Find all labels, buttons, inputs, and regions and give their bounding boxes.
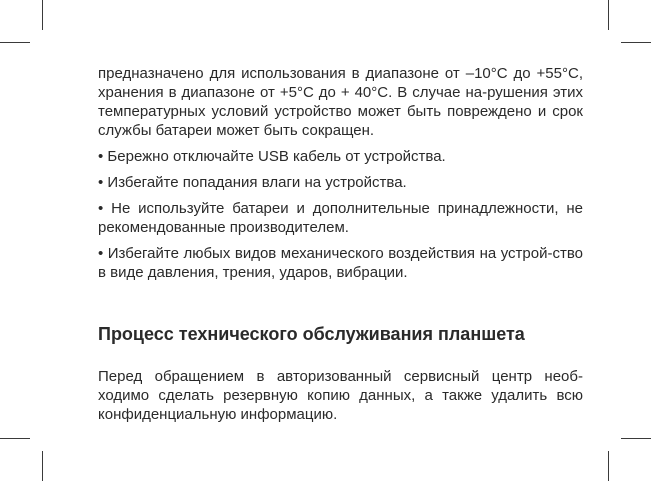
crop-mark-bottom-right-vertical (608, 451, 609, 481)
bullet-moisture: • Избегайте попадания влаги на устройства. (98, 174, 407, 191)
crop-mark-bottom-right-horizontal (621, 438, 651, 439)
crop-mark-bottom-left-vertical (42, 451, 43, 481)
crop-mark-top-right-horizontal (621, 42, 651, 43)
crop-mark-top-left-vertical (42, 0, 43, 30)
crop-mark-top-left-horizontal (0, 42, 30, 43)
intro-paragraph: предназначено для использования в диапазоне от –10°C до +55°C, хранения в диапазоне от +5°C до + 40°C. В случае на-рушения этих температурных условий устройство может быть повреждено и срок службы батареи может быть сокращен. (98, 65, 583, 139)
page-content (98, 64, 583, 424)
bullet-mechanical-impact: • Избегайте любых видов механического воздействия на устрой-ство в виде давления, трения, ударов, вибрации. (98, 245, 583, 281)
crop-mark-top-right-vertical (608, 0, 609, 30)
bullet-usb-cable: • Бережно отключайте USB кабель от устройства. (98, 148, 446, 165)
service-paragraph: Перед обращением в авторизованный сервисный центр необ-ходимо сделать резервную копию данных, а также удалить всю конфиденциальную информацию. (98, 368, 583, 423)
bullet-accessories: • Не используйте батареи и дополнительные принадлежности, не рекомендованные производителем. (98, 200, 583, 236)
section-heading: Процесс технического обслуживания планшета (98, 324, 525, 344)
crop-mark-bottom-left-horizontal (0, 438, 30, 439)
